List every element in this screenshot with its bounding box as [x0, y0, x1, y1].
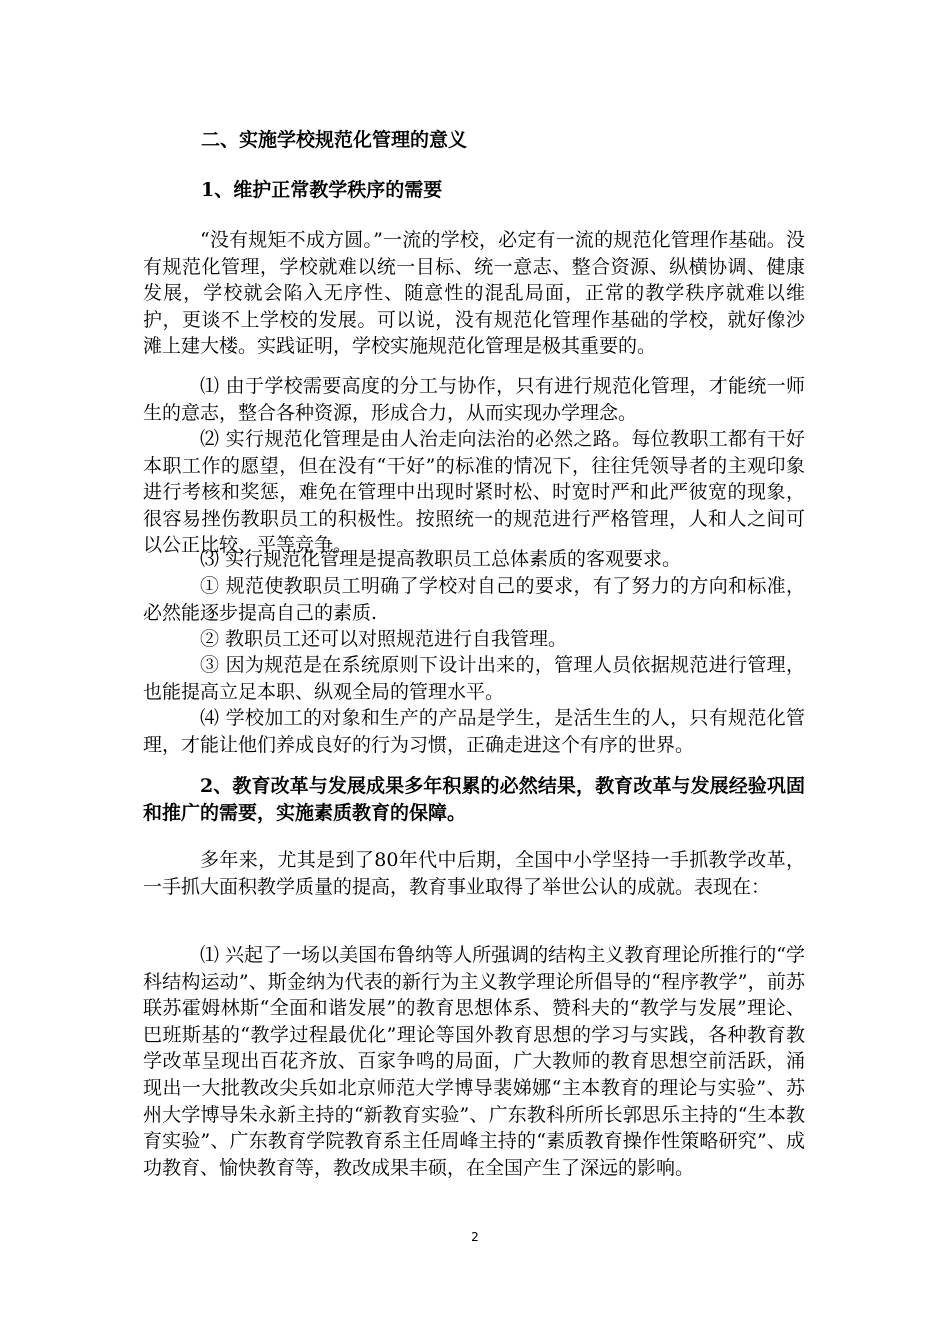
list-item: ⑴ 由于学校需要高度的分工与协作，只有进行规范化管理，才能统一师生的意志，整合各种资源，形成合力，从而实现办学理念。: [143, 375, 805, 424]
list-item: ⑵ 实行规范化管理是由人治走向法治的必然之路。每位教职工都有干好本职工作的愿望，但在没有“干好”的标准的情况下，往往凭领导者的主观印象进行考核和奖惩，难免在管理中出现时紧时松、时宽时严和此严彼宽的现象，很容易挫伤教职员工的积极性。按照统一的规范进行严格管理，人和人之间可以公正比较、平等竞争。: [143, 428, 805, 557]
list-item: ① 规范使教职员工明确了学校对自己的要求，有了努力的方向和标准，必然能逐步提高自己的素质.: [143, 575, 805, 624]
list-item: ③ 因为规范是在系统原则下设计出来的，管理人员依据规范进行管理，也能提高立足本职、纵观全局的管理水平。: [143, 654, 805, 703]
page-number: 2: [471, 1230, 479, 1244]
list-item: ⑴ 兴起了一场以美国布鲁纳等人所强调的结构主义教育理论所推行的“学科结构运动”、斯金纳为代表的新行为主义教学理论所倡导的“程序教学”，前苏联苏霍姆林斯“全面和谐发展”的教育思想体系、赞科夫的“教学与发展”理论、巴班斯基的“教学过程最优化”理论等国外教育思想的学习与实践，各种教育教学改革呈现出百花齐放、百家争鸣的局面，广大教师的教育思想空前活跃，涌现出一大批教改尖兵如北京师范大学博导裴娣娜“主本教育的理论与实验”、苏州大学博导朱永新主持的“新教育实验”、广东教科所所长郭思乐主持的“生本教育实验”、广东教育学院教育系主任周峰主持的“素质教育操作性策略研究”、成功教育、愉快教育等，教改成果丰硕，在全国产生了深远的影响。: [143, 944, 805, 1179]
subsection-heading-2: 2、教育改革与发展成果多年积累的必然结果，教育改革与发展经验巩固和推广的需要，实施素质教育的保障。: [143, 775, 805, 824]
subsection-heading-1: 1、维护正常教学秩序的需要: [201, 179, 443, 201]
paragraph-intro-1: “没有规矩不成方圆。”一流的学校，必定有一流的规范化管理作基础。没有规范化管理，学校就难以统一目标、统一意志、整合资源、纵横协调、健康发展，学校就会陷入无序性、随意性的混乱局面，正常的教学秩序就难以维护，更谈不上学校的发展。可以说，没有规范化管理作基础的学校，就好像沙滩上建大楼。实践证明，学校实施规范化管理是极其重要的。: [143, 229, 805, 358]
paragraph-intro-2: 多年来，尤其是到了80年代中后期，全国中小学坚持一手抓教学改革，一手抓大面积教学质量的提高，教育事业取得了举世公认的成就。表现在：: [143, 849, 805, 898]
section-heading: 二、实施学校规范化管理的意义: [201, 129, 468, 151]
list-item: ⑷ 学校加工的对象和生产的产品是学生，是活生生的人，只有规范化管理，才能让他们养成良好的行为习惯，正确走进这个有序的世界。: [143, 707, 805, 756]
list-item: ② 教职员工还可以对照规范进行自我管理。: [200, 628, 568, 650]
list-item: ⑶ 实行规范化管理是提高教职员工总体素质的客观要求。: [200, 548, 682, 570]
